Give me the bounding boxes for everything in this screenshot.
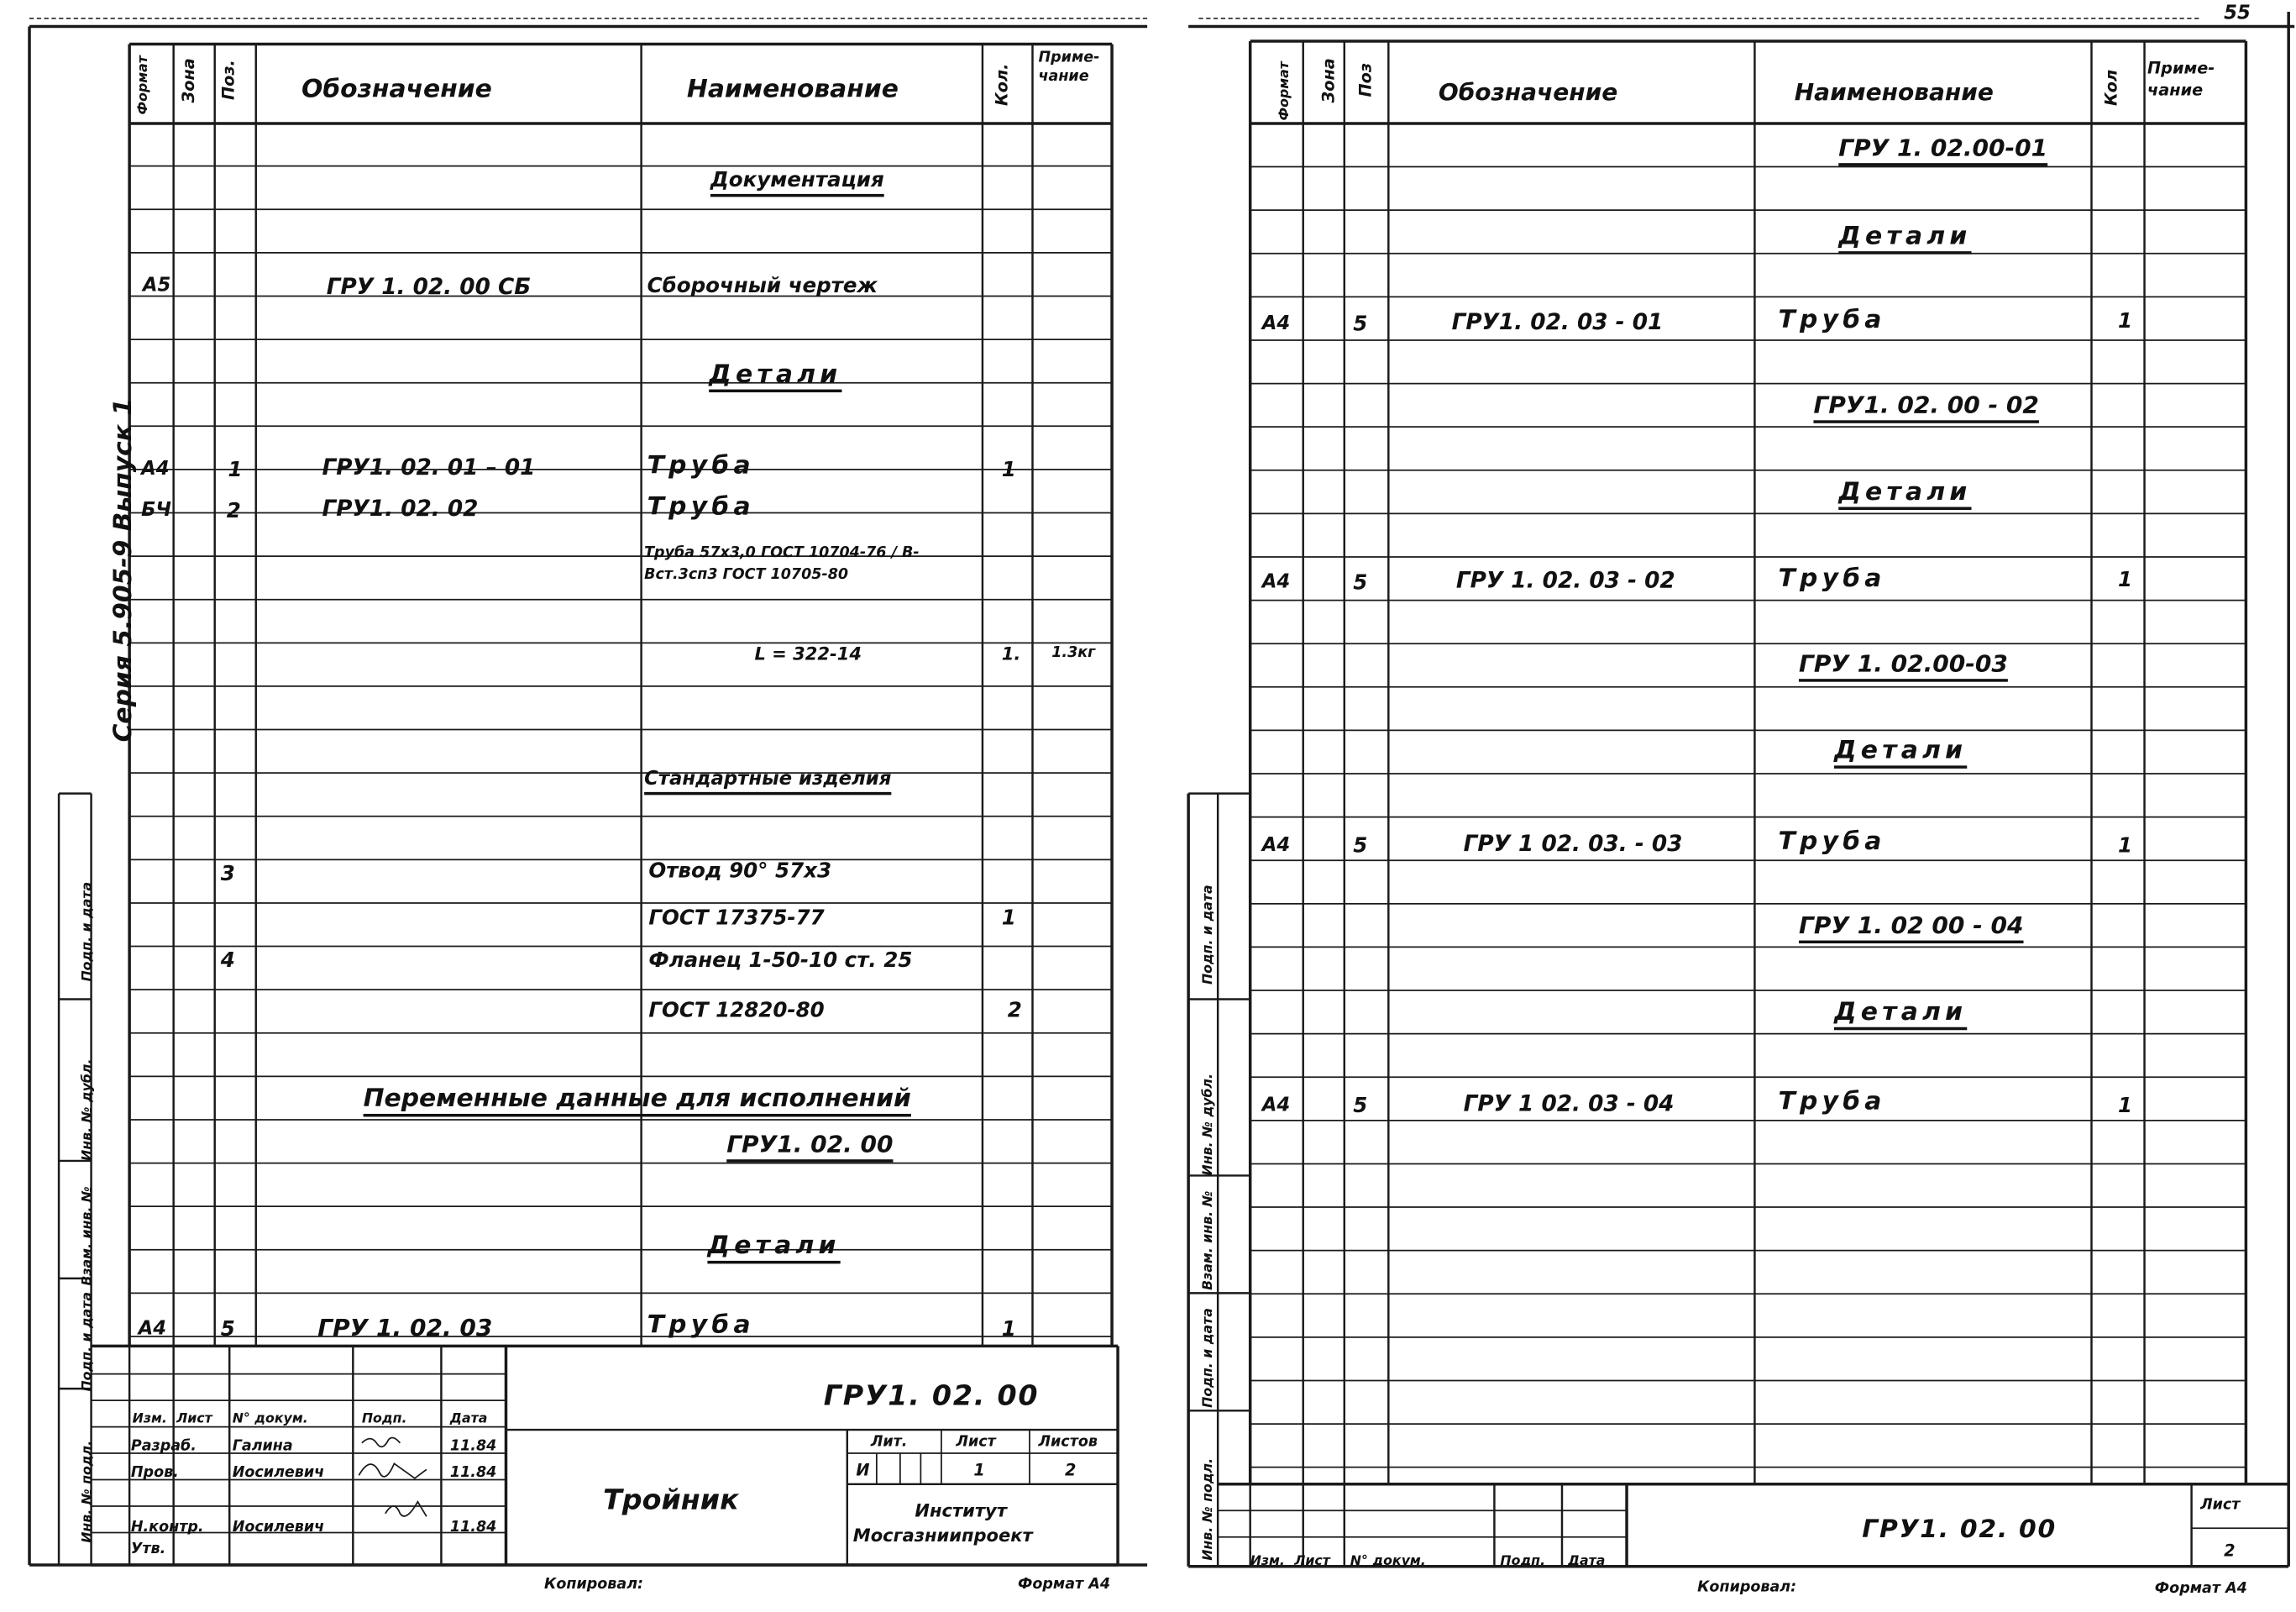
row-designation: ГРУ1. 02. 01 – 01 bbox=[322, 454, 536, 481]
sheet-label: Лист bbox=[2200, 1497, 2241, 1514]
row-name: Труба bbox=[647, 492, 755, 522]
col-date: Дата bbox=[449, 1412, 488, 1427]
header-format: Формат bbox=[136, 55, 152, 115]
header-format: Формат bbox=[1277, 61, 1293, 121]
strip-sign-date-2: Подп. и дата bbox=[81, 881, 96, 982]
strip-original-inv: Инв. № подл. bbox=[81, 1440, 96, 1543]
row-pos: 3 bbox=[220, 862, 235, 886]
header-designation: Обозначение bbox=[1438, 77, 1618, 106]
row-format: А4 bbox=[1261, 1095, 1291, 1117]
variable-data-heading: Переменные данные для исполнений bbox=[363, 1084, 911, 1114]
row-qty: 1. bbox=[1001, 643, 1021, 664]
variant-code: ГРУ 1. 02.00-03 bbox=[1798, 649, 2008, 678]
row-name: Труба bbox=[1778, 827, 1886, 857]
variant-code: ГРУ1. 02. 00 - 02 bbox=[1813, 391, 2039, 419]
drawing-code: ГРУ1. 02. 00 bbox=[1862, 1515, 2057, 1545]
col-document: N° докум. bbox=[1350, 1554, 1426, 1570]
strip-sign-date-2: Подп. и дата bbox=[1201, 885, 1217, 985]
row-zone: 5 bbox=[1353, 834, 1368, 859]
row-qty: 1 bbox=[2118, 568, 2133, 592]
footer-format: Формат А4 bbox=[1017, 1576, 1111, 1594]
footer-copied: Копировал: bbox=[544, 1576, 644, 1594]
header-note: Приме- чание bbox=[2147, 58, 2215, 100]
col-document: N° докум. bbox=[232, 1412, 308, 1427]
strip-replaced-inv: Взам. инв. № bbox=[81, 1186, 96, 1286]
drawing-title: Тройник bbox=[603, 1483, 739, 1517]
row-qty: 2 bbox=[1007, 999, 1022, 1023]
col-change: Изм. bbox=[132, 1412, 167, 1427]
signatures bbox=[353, 1431, 441, 1534]
row-designation: ГРУ 1 02. 03. - 03 bbox=[1463, 830, 1683, 857]
date-norm-control: 11.84 bbox=[449, 1519, 497, 1536]
row-name: Фланец 1-50-10 ст. 25 bbox=[648, 949, 913, 974]
col-sheet: Лист bbox=[1294, 1554, 1330, 1570]
name-checker: Иосилевич bbox=[232, 1465, 325, 1482]
section-details: Детали bbox=[709, 360, 842, 390]
header-pos: Поз bbox=[1355, 62, 1376, 97]
header-pos: Поз. bbox=[218, 60, 239, 100]
row-zone: 5 bbox=[1353, 1095, 1368, 1119]
row-qty: 1 bbox=[2118, 834, 2133, 859]
header-zone: Зона bbox=[179, 58, 199, 103]
organization-line-1: Институт bbox=[915, 1500, 1007, 1521]
series-stamp: Серия 5.905-9 Выпуск 1 bbox=[108, 398, 139, 743]
variant-code: ГРУ 1. 02 00 - 04 bbox=[1798, 911, 2024, 939]
strip-duplicate-inv: Инв. № дубл. bbox=[81, 1058, 96, 1161]
row-name: Сборочный чертеж bbox=[647, 275, 878, 299]
pipe-material-spec: Труба 57х3,0 ГОСТ 10704-76 / В-Вст.3сп3 ГОСТ 10705-80 bbox=[644, 544, 920, 583]
lit-label: Лит. bbox=[870, 1434, 908, 1451]
row-qty: 1 bbox=[2118, 310, 2133, 334]
date-developer: 11.84 bbox=[449, 1438, 497, 1455]
role-checker: Пров. bbox=[130, 1465, 179, 1482]
row-format: А5 bbox=[142, 275, 171, 297]
row-name: Труба bbox=[647, 451, 755, 481]
row-name: ГОСТ 12820-80 bbox=[648, 999, 825, 1023]
strip-original-inv: Инв. № подл. bbox=[1201, 1457, 1217, 1561]
col-date: Дата bbox=[1567, 1554, 1606, 1570]
organization-line-2: Мосгазниипроект bbox=[852, 1525, 1033, 1546]
row-format: А4 bbox=[138, 1318, 167, 1341]
name-developer: Галина bbox=[232, 1438, 293, 1455]
col-signature: Подп. bbox=[361, 1412, 407, 1427]
sheet-value: 1 bbox=[973, 1460, 985, 1480]
row-designation: ГРУ1. 02. 02 bbox=[322, 495, 479, 522]
row-name: Труба bbox=[1778, 305, 1886, 335]
row-name: ГОСТ 17375-77 bbox=[648, 906, 825, 931]
name-norm-control: Иосилевич bbox=[232, 1519, 325, 1536]
row-qty: 1 bbox=[1001, 458, 1016, 482]
lit-value: И bbox=[856, 1460, 870, 1480]
sheet-value: 2 bbox=[2224, 1541, 2236, 1561]
row-zone: 5 bbox=[220, 1318, 235, 1342]
header-name: Наименование bbox=[686, 75, 899, 105]
header-designation: Обозначение bbox=[301, 75, 492, 105]
strip-sign-date: Подп. и дата bbox=[81, 1291, 96, 1392]
col-signature: Подп. bbox=[1500, 1554, 1546, 1570]
section-standard-items: Стандартные изделия bbox=[644, 768, 892, 791]
row-designation: ГРУ 1. 02. 03 - 02 bbox=[1455, 567, 1675, 594]
row-name: Отвод 90° 57х3 bbox=[648, 859, 832, 884]
row-name: Труба bbox=[1778, 1087, 1886, 1117]
sheets-label: Листов bbox=[1038, 1434, 1098, 1451]
sheet-2-grid bbox=[1177, 0, 2296, 1612]
strip-replaced-inv: Взам. инв. № bbox=[1201, 1190, 1217, 1290]
role-norm-control: Н.контр. bbox=[130, 1519, 204, 1536]
row-name: Труба bbox=[647, 1310, 755, 1341]
strip-duplicate-inv: Инв. № дубл. bbox=[1201, 1074, 1217, 1176]
header-note: Приме- чание bbox=[1038, 50, 1100, 85]
row-designation: ГРУ 1. 02. 00 СБ bbox=[326, 273, 532, 300]
row-name: L = 322-14 bbox=[754, 643, 862, 664]
row-qty: 1 bbox=[1001, 906, 1016, 931]
row-designation: ГРУ1. 02. 03 - 01 bbox=[1451, 308, 1664, 335]
row-qty: 1 bbox=[2118, 1095, 2133, 1119]
page-number: 55 bbox=[2224, 3, 2251, 25]
footer-format: Формат А4 bbox=[2154, 1581, 2247, 1598]
row-format: А4 bbox=[1261, 571, 1291, 594]
col-change: Изм. bbox=[1250, 1554, 1285, 1570]
role-developer: Разраб. bbox=[130, 1438, 197, 1455]
strip-sign-date: Подп. и дата bbox=[1201, 1308, 1217, 1408]
variant-code: ГРУ1. 02. 00 bbox=[726, 1130, 894, 1158]
section-documentation: Документация bbox=[710, 169, 884, 193]
section-details: Детали bbox=[1838, 222, 1972, 252]
row-note: 1.3кг bbox=[1051, 644, 1096, 662]
row-format: А4 bbox=[1261, 312, 1291, 335]
section-details: Детали bbox=[1833, 997, 1968, 1027]
row-format: БЧ bbox=[141, 499, 171, 522]
role-approver: Утв. bbox=[130, 1541, 166, 1558]
row-zone: 5 bbox=[1353, 571, 1368, 596]
header-qty: Кол. bbox=[993, 63, 1012, 106]
row-pos: 4 bbox=[220, 949, 235, 974]
variant-code: ГРУ 1. 02.00-01 bbox=[1838, 134, 2048, 162]
row-qty: 1 bbox=[1001, 1318, 1016, 1342]
row-zone: 5 bbox=[1353, 312, 1368, 337]
sheet-label: Лист bbox=[956, 1434, 996, 1451]
row-designation: ГРУ 1. 02. 03 bbox=[317, 1313, 493, 1342]
footer-copied: Копировал: bbox=[1697, 1579, 1797, 1596]
header-zone: Зона bbox=[1319, 58, 1339, 103]
sheets-value: 2 bbox=[1065, 1460, 1077, 1480]
drawing-code: ГРУ1. 02. 00 bbox=[823, 1379, 1040, 1413]
row-pos: 1 bbox=[228, 458, 243, 482]
row-designation: ГРУ 1 02. 03 - 04 bbox=[1463, 1090, 1675, 1117]
row-format: А4 bbox=[1261, 834, 1291, 857]
row-pos: 2 bbox=[226, 499, 241, 523]
col-sheet: Лист bbox=[176, 1412, 212, 1427]
date-checker: 11.84 bbox=[449, 1465, 497, 1482]
section-details: Детали bbox=[1833, 736, 1968, 766]
section-details: Детали bbox=[1838, 477, 1972, 507]
header-qty: Кол bbox=[2101, 69, 2121, 106]
row-name: Труба bbox=[1778, 564, 1886, 594]
spec-sheet-2 bbox=[1177, 0, 2296, 1612]
section-details: Детали bbox=[707, 1231, 841, 1261]
header-name: Наименование bbox=[1794, 77, 1994, 106]
row-format: А4 bbox=[141, 458, 170, 481]
